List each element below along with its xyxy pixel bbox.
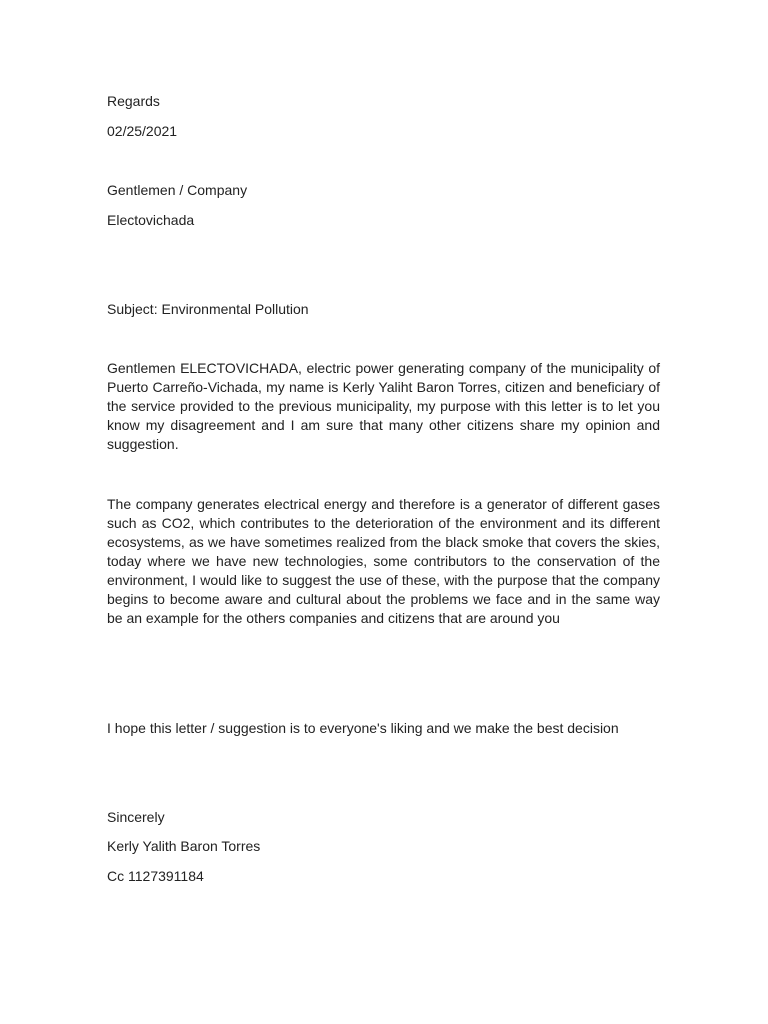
body-paragraph-2: The company generates electrical energy and therefore is a generator of different gases such as CO2, which contributes to the deterioration of the environment and its different ecosystems, as we have sometimes realized from the black smoke that covers the skies, today where we have new technologies, some contributors to the conservation of the environment, I would like to suggest the use of these, with the purpose that the company begins to become aware and cultural about the problems we face and in the same way be an example for the others companies and citizens that are around you <box>107 496 660 626</box>
recipient-line-2: Electovichada <box>107 212 195 228</box>
subject-line: Subject: Environmental Pollution <box>107 301 309 317</box>
recipient-line-1: Gentlemen / Company <box>107 182 248 198</box>
body-paragraph-3: I hope this letter / suggestion is to everyone's liking and we make the best decision <box>107 720 619 736</box>
closing: Sincerely <box>107 809 165 825</box>
id-number: Cc 1127391184 <box>107 868 204 884</box>
letter-date: 02/25/2021 <box>107 123 178 139</box>
signature-name: Kerly Yalith Baron Torres <box>107 838 261 854</box>
greeting: Regards <box>107 93 160 109</box>
body-paragraph-1: Gentlemen ELECTOVICHADA, electric power generating company of the municipality of Puerto Carreño-Vichada, my name is Kerly Yaliht Baron Torres, citizen and beneficiary of the service provided to the previous municipality, my purpose with this letter is to let you know my disagreement and I am sure that many other citizens share my opinion and suggestion. <box>107 360 660 452</box>
